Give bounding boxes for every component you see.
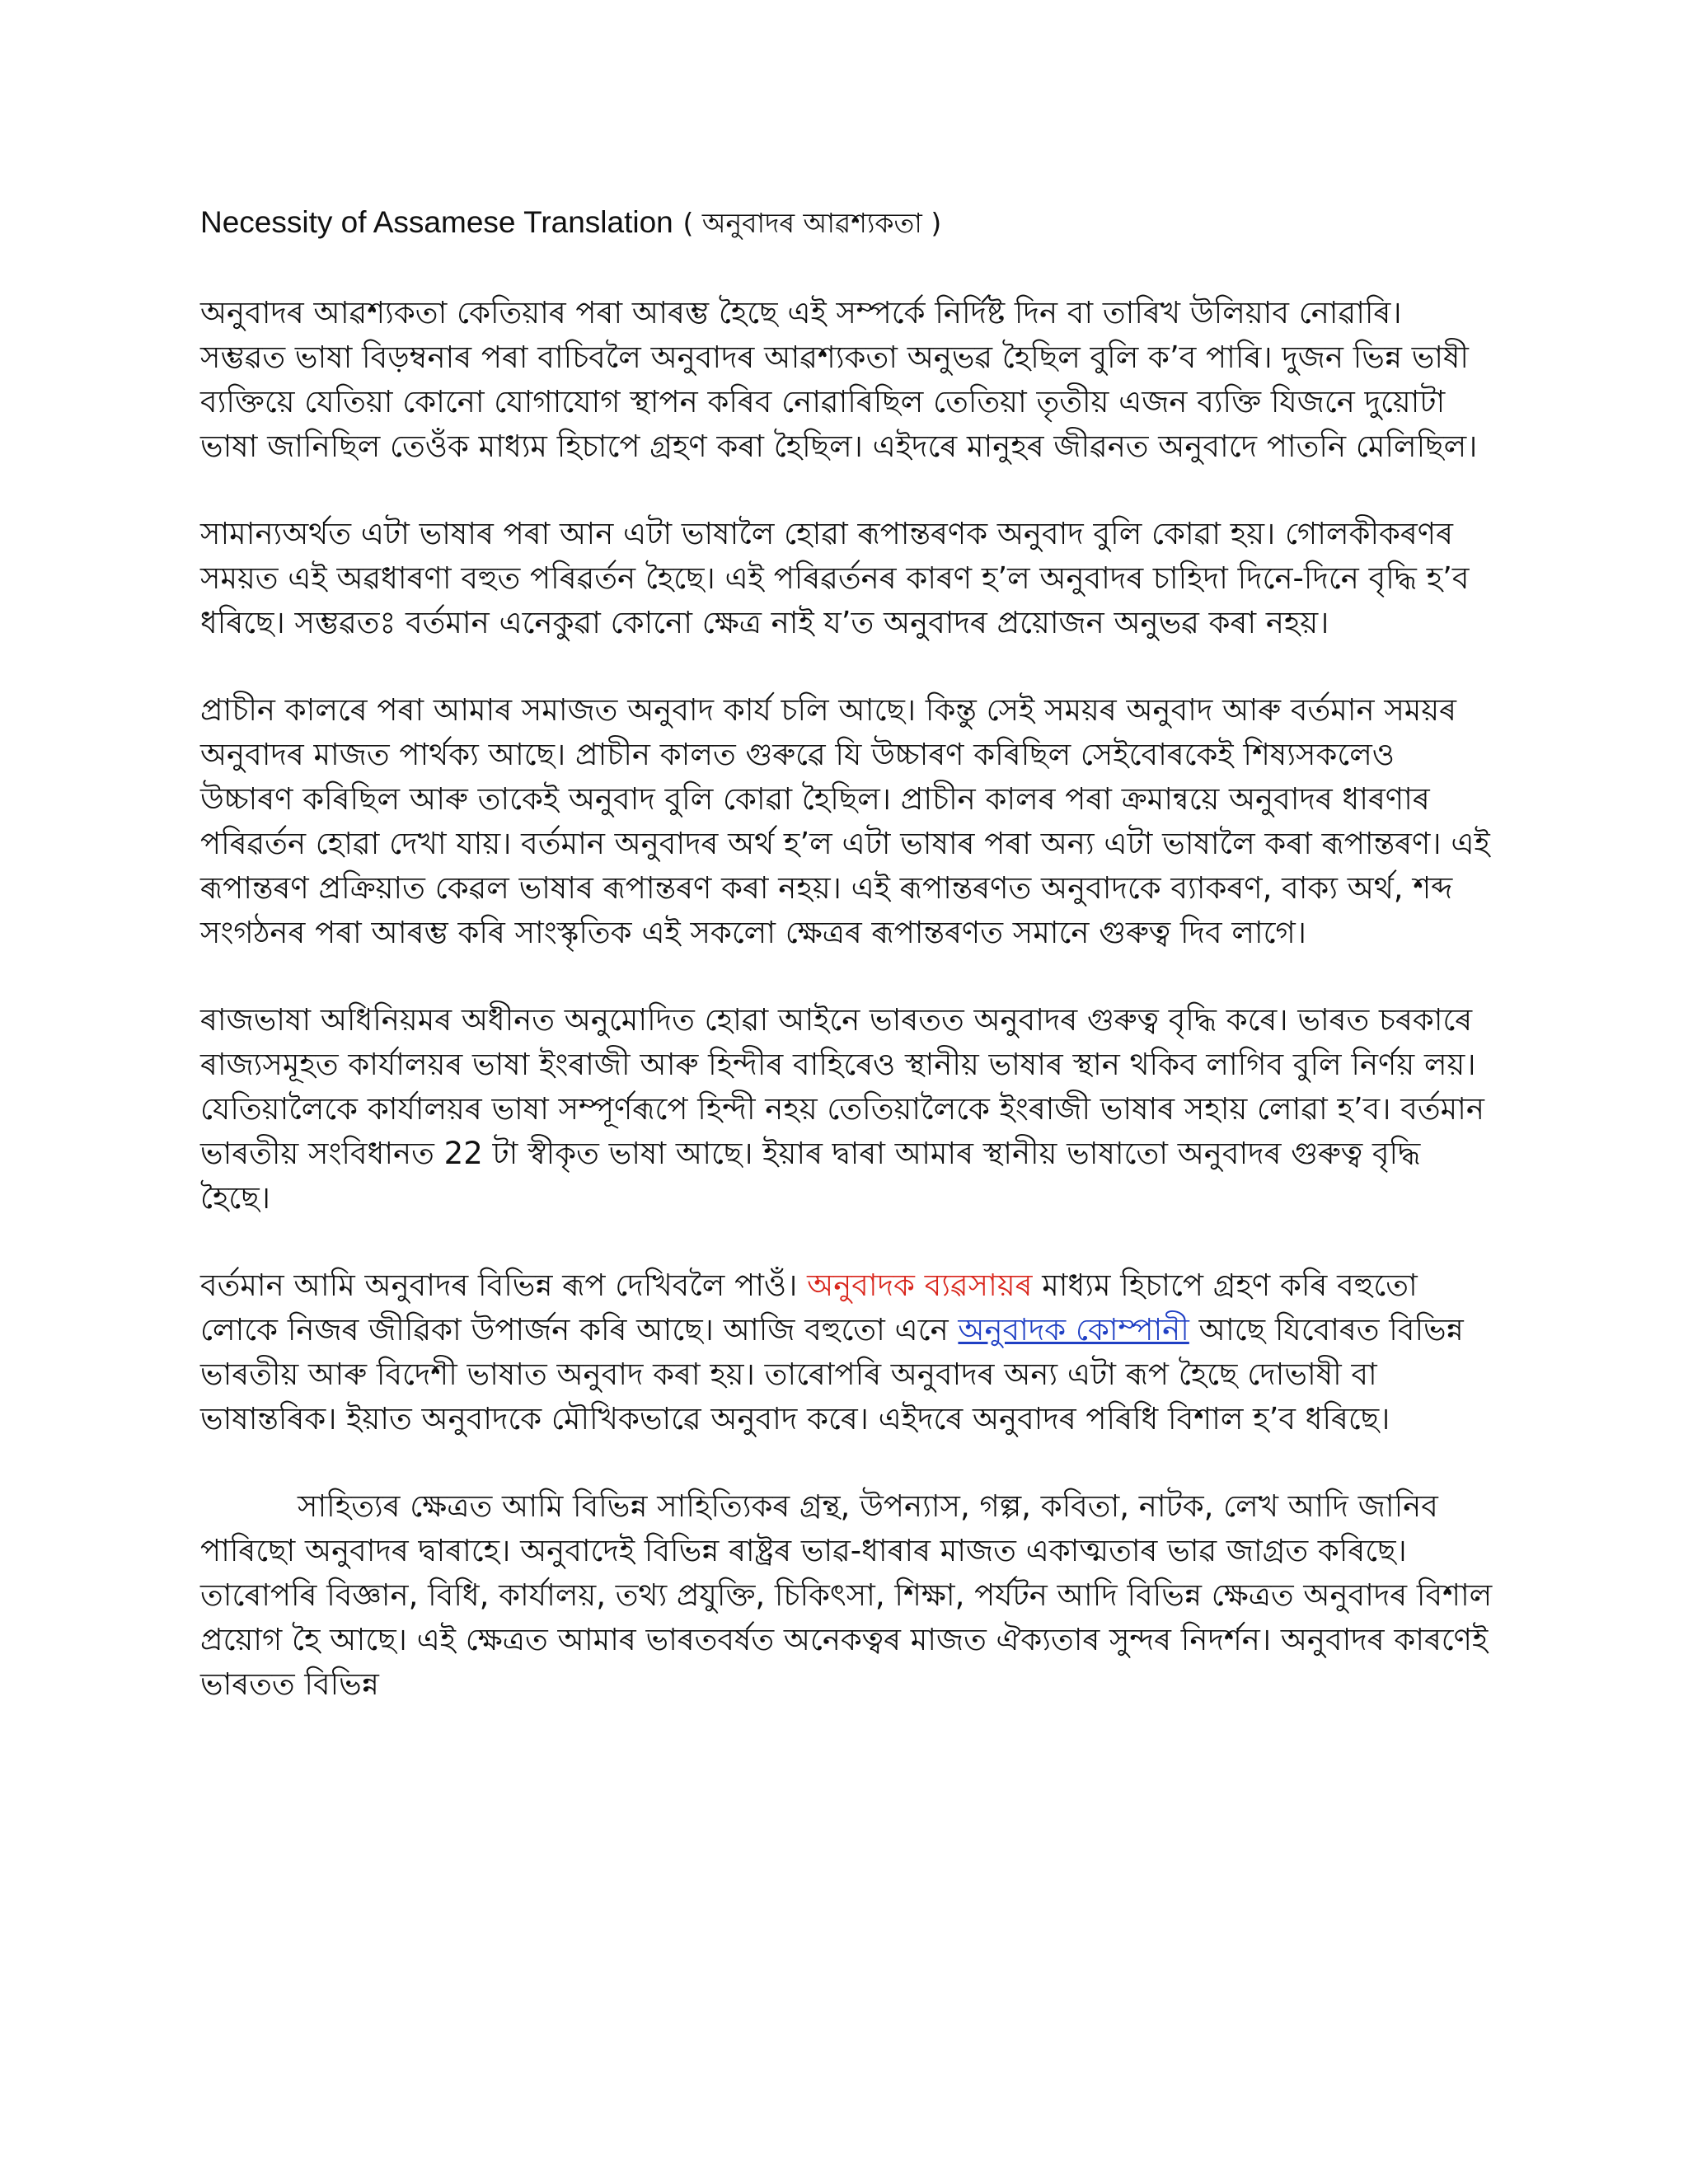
highlighted-phrase: অনুবাদক ব্যৱসায়ৰ bbox=[807, 1268, 1033, 1303]
paragraph-literature: সাহিত্যৰ ক্ষেত্ৰত আমি বিভিন্ন সাহিত্যিকৰ গ্ৰন্থ, উপন্যাস, গল্প, কবিতা, নাটক, লেখ আদি জানিব পাৰিছো অনুবাদৰ দ্বাৰাহে। অনুবাদেই বিভিন্ন ৰাষ্ট্ৰৰ ভাৱ-ধাৰাৰ মাজত একাত্মতাৰ ভাৱ জাগ্ৰত কৰিছে। তাৰোপৰি বিজ্ঞান, বিধি, কাৰ্যালয়, তথ্য প্ৰযুক্তি, চিকিৎসা, শিক্ষা, পৰ্যটন আদি বিভিন্ন ক্ষেত্ৰত অনুবাদৰ বিশাল প্ৰয়োগ হৈ আছে। এই ক্ষেত্ৰত আমাৰ ভাৰতবৰ্ষত অনেকত্বৰ মাজত ঐক্যতাৰ সুন্দৰ নিদৰ্শন। অনুবাদৰ কাৰণেই ভাৰতত বিভিন্ন bbox=[200, 1488, 1493, 1702]
profession-text-before: বৰ্তমান আমি অনুবাদৰ বিভিন্ন ৰূপ দেখিবলৈ পাওঁ। bbox=[200, 1268, 808, 1303]
paragraph-ancient-vs-modern: প্ৰাচীন কালৰে পৰা আমাৰ সমাজত অনুবাদ কাৰ্য চলি আছে। কিন্তু সেই সময়ৰ অনুবাদ আৰু বৰ্তমান সময়ৰ অনুবাদৰ মাজত পাৰ্থক্য আছে। প্ৰাচীন কালত গুৰুৱে যি উচ্চাৰণ কৰিছিল সেইবোৰকেই শিষ্যসকলেও উচ্চাৰণ কৰিছিল আৰু তাকেই অনুবাদ বুলি কোৱা হৈছিল। প্ৰাচীন কালৰ পৰা ক্ৰমান্বয়ে অনুবাদৰ ধাৰণাৰ পৰিৱৰ্তন হোৱা দেখা যায়। বৰ্তমান অনুবাদৰ অৰ্থ হ’ল এটা ভাষাৰ পৰা অন্য এটা ভাষালৈ কৰা ৰূপান্তৰণ। এই ৰূপান্তৰণ প্ৰক্ৰিয়াত কেৱল ভাষাৰ ৰূপান্তৰণ কৰা নহয়। এই ৰূপান্তৰণত অনুবাদকে ব্যাকৰণ, বাক্য অৰ্থ, শব্দ সংগঠনৰ পৰা আৰম্ভ কৰি সাংস্কৃতিক এই সকলো ক্ষেত্ৰৰ ৰূপান্তৰণত সমানে গুৰুত্ব দিব লাগে। bbox=[200, 692, 1490, 950]
paragraph-definition: সামান্যঅৰ্থত এটা ভাষাৰ পৰা আন এটা ভাষালৈ হোৱা ৰূপান্তৰণক অনুবাদ বুলি কোৱা হয়। গোলকীকৰণৰ সময়ত এই অৱধাৰণা বহুত পৰিৱৰ্তন হৈছে। এই পৰিৱৰ্তনৰ কাৰণ হ’ল অনুবাদৰ চাহিদা দিনে-দিনে বৃদ্ধি হ’ব ধৰিছে। সম্ভৱতঃ বৰ্তমান এনেকুৱা কোনো ক্ষেত্ৰ নাই য’ত অনুবাদৰ প্ৰয়োজন অনুভৱ কৰা নহয়। bbox=[200, 516, 1470, 640]
paragraph-translation-profession bbox=[200, 1263, 1494, 1441]
paragraph-official-language-act: ৰাজভাষা অধিনিয়মৰ অধীনত অনুমোদিত হোৱা আইনে ভাৰতত অনুবাদৰ গুৰুত্ব বৃদ্ধি কৰে। ভাৰত চৰকাৰে ৰাজ্যসমূহত কাৰ্যালয়ৰ ভাষা ইংৰাজী আৰু হিন্দীৰ বাহিৰেও স্থানীয় ভাষাৰ স্থান থকিব লাগিব বুলি নিৰ্ণয় লয়। যেতিয়ালৈকে কাৰ্যালয়ৰ ভাষা সম্পূৰ্ণৰূপে হিন্দী নহয় তেতিয়ালৈকে ইংৰাজী ভাষাৰ সহায় লোৱা হ’ব। বৰ্তমান ভাৰতীয় সংবিধানত 22 টা স্বীকৃত ভাষা আছে। ইয়াৰ দ্বাৰা আমাৰ স্থানীয় ভাষাতো অনুবাদৰ গুৰুত্ব বৃদ্ধি হৈছে। bbox=[200, 1002, 1484, 1216]
title-assamese: ( অনুবাদৰ আৱশ্যকতা ) bbox=[682, 207, 942, 239]
translation-company-link[interactable]: অনুবাদক কোম্পানী bbox=[958, 1312, 1189, 1347]
title-english: Necessity of Assamese Translation bbox=[200, 205, 673, 239]
profession-text-after: আছে যিবোৰত বিভিন্ন ভাৰতীয় আৰু বিদেশী ভাষাত অনুবাদ কৰা হয়। তাৰোপৰি অনুবাদৰ অন্য এটা ৰূপ হৈছে দোভাষী বা ভাষান্তৰিক। ইয়াত অনুবাদকে মৌখিকভাৱে অনুবাদ কৰে। এইদৰে অনুবাদৰ পৰিধি বিশাল হ’ব ধৰিছে। bbox=[200, 1312, 1464, 1436]
document-title bbox=[200, 198, 1494, 248]
profession-text-middle: মাধ্যম হিচাপে গ্ৰহণ কৰি বহুতো লোকে নিজৰ জীৱিকা উপাৰ্জন কৰি আছে। আজি বহুতো এনে bbox=[200, 1268, 1418, 1347]
document-body bbox=[200, 198, 1494, 1750]
paragraph-origin-of-translation: অনুবাদৰ আৱশ্যকতা কেতিয়াৰ পৰা আৰম্ভ হৈছে এই সম্পৰ্কে নিৰ্দিষ্ট দিন বা তাৰিখ উলিয়াব নোৱাৰি। সম্ভৱত ভাষা বিড়ম্বনাৰ পৰা বাচিবলৈ অনুবাদৰ আৱশ্যকতা অনুভৱ হৈছিল বুলি ক’ব পাৰি। দুজন ভিন্ন ভাষী ব্যক্তিয়ে যেতিয়া কোনো যোগাযোগ স্থাপন কৰিব নোৱাৰিছিল তেতিয়া তৃতীয় এজন ব্যক্তি যিজনে দুয়োটা ভাষা জানিছিল তেওঁক মাধ্যম হিচাপে গ্ৰহণ কৰা হৈছিল। এইদৰে মানুহৰ জীৱনত অনুবাদে পাতনি মেলিছিল। bbox=[200, 295, 1478, 464]
